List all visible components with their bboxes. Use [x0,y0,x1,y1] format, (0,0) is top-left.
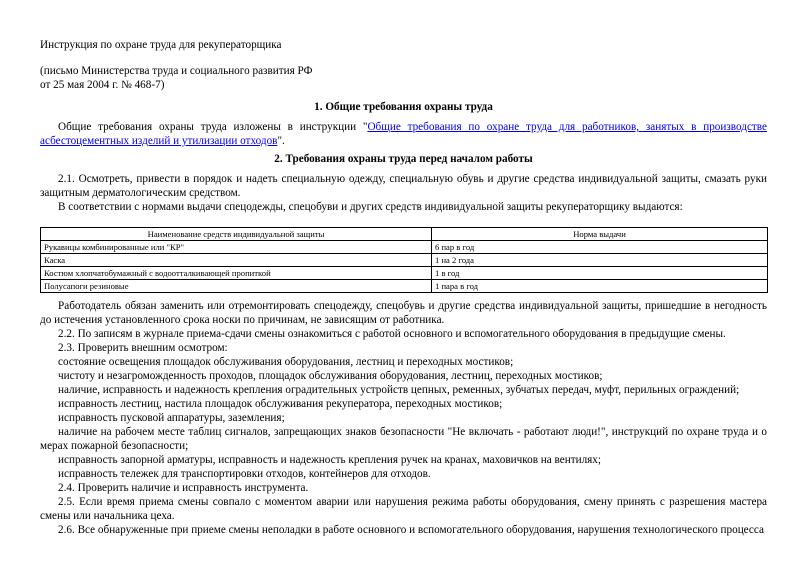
list-item: исправность лестниц, настила площадок обслуживания рекуператора, переходных мостиков; [58,398,503,410]
list-item: чистоту и незагроможденность проходов, площадок обслуживания оборудования, лестниц, переходных мостиков; [58,370,603,382]
table-row [41,241,768,254]
table-cell: Полусапоги резиновые [41,280,432,293]
column-header-norm: Норма выдачи [432,228,768,241]
table-cell: 1 в год [432,267,768,280]
column-header-ppe: Наименование средств индивидуальной защиты [41,228,432,241]
section-1-text-before: Общие требования охраны труда изложены в инструкции " [58,121,368,133]
paragraph-2-2: 2.2. По записям в журнале приема-сдачи смены ознакомиться с работой основного и вспомогательного оборудования в предыдущие смены. [58,328,726,340]
list-item: состояние освещения площадок обслуживания оборудования, лестниц и переходных мостиков; [58,356,514,368]
paragraph-2-3: 2.3. Проверить внешним осмотром: [58,342,228,354]
table-row [41,267,768,280]
ppe-norms-table [40,227,768,293]
section-2-heading: 2. Требования охраны труда перед началом работы [274,153,533,165]
paragraph-2-5: 2.5. Если время приема смены совпало с моментом аварии или нарушения режима работы оборудования, смену принять с разрешения мастера смены или начальника цеха. [40,496,767,522]
table-cell: 1 на 2 года [432,254,768,267]
list-item: исправность пусковой аппаратуры, заземления; [58,412,285,424]
table-cell: Костюм хлопчатобумажный с водоотталкивающей пропиткой [41,267,432,280]
table-cell: 1 пара в год [432,280,768,293]
table-cell: 6 пар в год [432,241,768,254]
paragraph-employer-obligation: Работодатель обязан заменить или отремонтировать спецодежду, спецобувь и другие средства индивидуальной защиты, пришедшие в негодность до истечения установленного срока носки по причинам, не зависящим от работника. [40,300,767,326]
table-row [41,254,768,267]
document-title: Инструкция по охране труда для рекуператорщика [40,39,282,51]
list-item: наличие, исправность и надежность крепления оградительных устройств цепных, ременных, зубчатых передач, муфт, перильных ограждений; [58,384,740,396]
source-line-1: (письмо Министерства труда и социального развития РФ [40,65,313,77]
paragraph-norms-intro: В соответствии с нормами выдачи спецодежды, спецобуви и других средств индивидуальной защиты рекуператорщику выдаются: [58,201,683,213]
table-cell: Каска [41,254,432,267]
list-item: наличие на рабочем месте таблиц сигналов, запрещающих знаков безопасности "Не включать - работают люди!", инструкций по охране труда и о мерах пожарной безопасности; [40,426,767,452]
section-1-text-after: ". [277,135,285,147]
list-item: исправность запорной арматуры, исправность и надежность крепления ручек на кранах, маховичков на вентилях; [58,454,601,466]
paragraph-2-6: 2.6. Все обнаруженные при приеме смены неполадки в работе основного и вспомогательного оборудования, нарушения технологического процесса [58,524,764,536]
paragraph-2-4: 2.4. Проверить наличие и исправность инструмента. [58,482,309,494]
section-1-heading: 1. Общие требования охраны труда [314,101,493,113]
table-header-row [41,228,768,241]
table-row [41,280,768,293]
general-requirements-link[interactable]: Общие требования по охране труда для работников, занятых в производстве асбестоцементных изделий и утилизации отходов [40,121,767,147]
source-line-2: от 25 мая 2004 г. № 468-7) [40,79,165,91]
list-item: исправность тележек для транспортировки отходов, контейнеров для отходов. [58,468,431,480]
paragraph-2-1: 2.1. Осмотреть, привести в порядок и надеть специальную одежду, специальную обувь и другие средства индивидуальной защиты, смазать руки защитным дерматологическим средством. [40,173,767,199]
section-1-paragraph [40,120,767,148]
table-cell: Рукавицы комбинированные или "КР" [41,241,432,254]
